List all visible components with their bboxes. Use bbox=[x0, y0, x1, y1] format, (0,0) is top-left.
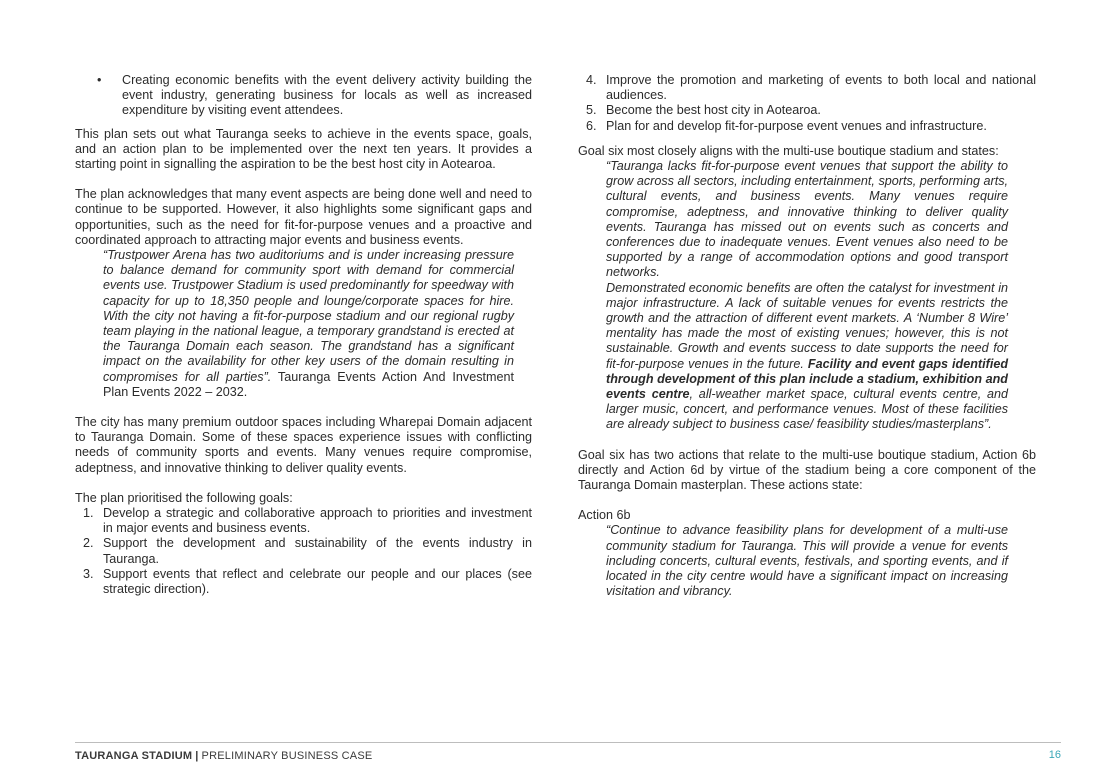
goal-item bbox=[75, 536, 532, 566]
bullet-list bbox=[75, 73, 532, 119]
plan-overview-paragraph: This plan sets out what Tauranga seeks to achieve in the events space, goals, and an action plan to be implemented over the next ten years. It provides a starting point in signalling the aspiration to be the best host city in Aotearoa. bbox=[75, 126, 532, 172]
action-label: Action 6b bbox=[578, 508, 631, 523]
goals-list-right bbox=[578, 73, 1036, 134]
goal-text: Become the best host city in Aotearoa. bbox=[606, 103, 821, 118]
footer-separator: | bbox=[195, 750, 199, 762]
goal-number: 1. bbox=[83, 506, 94, 521]
quote-source: Tauranga Events Action And Investment Plan Events 2022 – 2032. bbox=[103, 369, 514, 399]
goal-number: 6. bbox=[586, 118, 597, 133]
goal-number: 4. bbox=[586, 73, 597, 87]
goal-six-actions-paragraph: Goal six has two actions that relate to the multi-use boutique stadium, Action 6b directly and Action 6d by virtue of the stadium being a core component of the Tauranga Domain masterplan. These actions state: bbox=[578, 447, 1036, 493]
action-6b-quote: “Continue to advance feasibility plans for development of a multi-use community stadium for Tauranga. This will provide a venue for events including concerts, cultural events, festivals, and sporting events, and if located in the city centre would have a significant impact on increasing visitation and vibrancy. bbox=[606, 523, 1008, 599]
goal-six-paragraph: Goal six most closely aligns with the multi-use boutique stadium and states: bbox=[578, 143, 999, 158]
goal-number: 3. bbox=[83, 566, 94, 581]
goals-intro: The plan prioritised the following goals: bbox=[75, 490, 293, 505]
goal-number: 2. bbox=[83, 536, 94, 551]
economic-benefits-quote bbox=[606, 281, 1008, 433]
page-number: 16 bbox=[1048, 749, 1061, 761]
bullet-text: Creating economic benefits with the event delivery activity building the event industry, generating business for locals as well as increased expenditure by visiting event attendees. bbox=[122, 73, 532, 118]
bullet-item bbox=[75, 73, 532, 119]
goal-item bbox=[75, 567, 532, 597]
goal-item bbox=[75, 506, 532, 536]
right-column bbox=[578, 73, 1036, 600]
goal-text: Develop a strategic and collaborative approach to priorities and investment in major events and business events. bbox=[103, 506, 532, 536]
goal-item bbox=[578, 103, 1036, 118]
footer-divider bbox=[75, 742, 1061, 743]
goal-text: Improve the promotion and marketing of events to both local and national audiences. bbox=[606, 73, 1036, 103]
left-column bbox=[75, 73, 532, 597]
economic-quote-continuation: , all-weather market space, cultural events centre, and larger music, concert, and performance venues. Most of these facilities are already subject to business case/ feasibility studies/masterplans”. bbox=[606, 387, 1009, 432]
facility-gaps-highlight: Facility and event gaps identified through development of this plan include a stadium, exhibition and events centre bbox=[606, 356, 1009, 402]
goal-text: Support the development and sustainability of the events industry in Tauranga. bbox=[103, 536, 532, 566]
goals-list-left bbox=[75, 506, 532, 597]
goal-number: 5. bbox=[586, 103, 597, 118]
goal-item bbox=[578, 119, 1036, 134]
economic-quote-text: Demonstrated economic benefits are often the catalyst for investment in major infrastructure. A lack of suitable venues for events restricts the growth and the attraction of different event markets. A ‘Number 8 Wire’ mentality has made the most of existing venues; however, this is not sustainable. Growth and events success to date supports the need for fit-for-purpose venues in the future. bbox=[606, 280, 1008, 371]
goal-item bbox=[578, 73, 1036, 103]
footer bbox=[75, 750, 372, 762]
venues-quote: “Tauranga lacks fit-for-purpose event venues that support the ability to grow across all sectors, including entertainment, sports, performing arts, cultural events, and business events. Many venues require compromise, adeptness, and innovative thinking to deliver quality events. Tauranga has missed out on events such as concerts and conferences due to inadequate venues. Event venues also need to be supported by a range of accommodation options and good transport networks. bbox=[606, 159, 1008, 280]
outdoor-spaces-paragraph: The city has many premium outdoor spaces including Wharepai Domain adjacent to Tauranga Domain. Some of these spaces experience issues with conflicting needs of community sports and events. Many venues require compromise, adeptness, and innovative thinking to deliver quality events. bbox=[75, 415, 532, 475]
footer-subtitle: PRELIMINARY BUSINESS CASE bbox=[201, 750, 373, 762]
trustpower-quote bbox=[103, 248, 514, 400]
footer-brand: TAURANGA STADIUM bbox=[75, 750, 193, 762]
trustpower-quote-text: “Trustpower Arena has two auditoriums and is under increasing pressure to balance demand for community sport with demand for commercial events use. Trustpower Stadium is used predominantly for speedway with capacity for up to 18,350 people and lounge/corporate spaces for hire. With the city not having a fit-for-purpose stadium and our regional rugby team playing in the national league, a temporary grandstand is erected at the Tauranga Domain each season. The grandstand has a significant impact on the availability for other key users of the domain resulting in compromises for all parties”. bbox=[103, 248, 514, 384]
goal-text: Plan for and develop fit-for-purpose event venues and infrastructure. bbox=[606, 118, 987, 133]
bullet-dot-icon: • bbox=[97, 73, 102, 87]
goal-text: Support events that reflect and celebrate our people and our places (see strategic direction). bbox=[103, 566, 532, 597]
plan-acknowledges-paragraph: The plan acknowledges that many event aspects are being done well and need to continue to be supported. However, it also highlights some significant gaps and opportunities, such as the need for fit-for-purpose venues and a proactive and coordinated approach to attracting major events and business events. bbox=[75, 187, 532, 247]
